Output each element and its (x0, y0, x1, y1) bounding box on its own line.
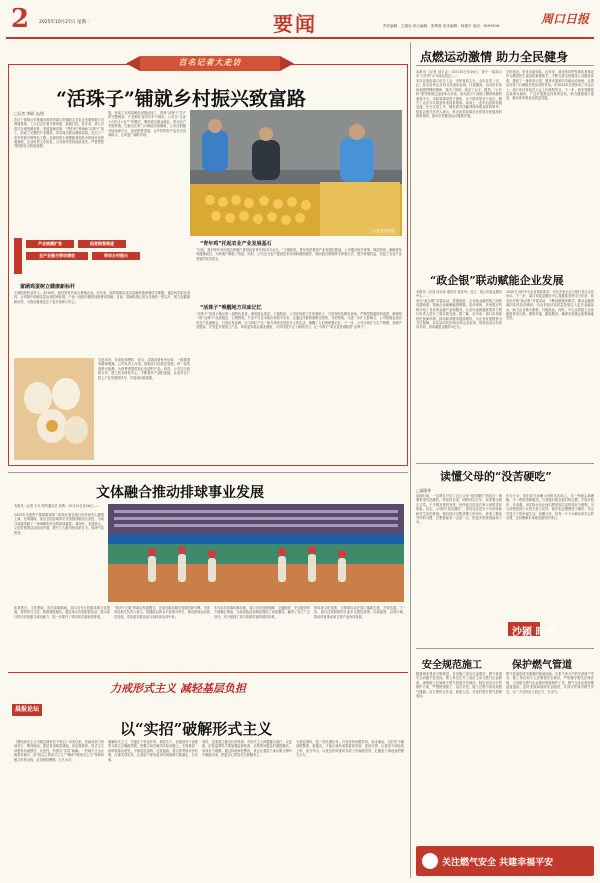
editor-credits: 责任编辑：王瑞岩 执行编辑：张利莉 美术编辑：杨德宇 电话：6199516 (383, 24, 500, 28)
topic-tag-1: 产业规模扩张 (26, 240, 74, 248)
topic-tag-3: 全产业链与带动增收 (26, 252, 88, 260)
safety-col2: 燃气管道是城市重要的基础设施，关系千家万户的生命财产安全。施工单位和个人应增强安全意识，严格遵守相关法律法规，主动配合燃气企业做好管道保护工作。燃气企业也将加强巡查巡检，及时发现和消除安全隐患，共同守护城市燃气安全，让广大市民用上放心气、安全气。 (506, 672, 594, 694)
egg-sorting-photo (190, 110, 402, 236)
column-label-badge (508, 622, 592, 636)
topic-tag-2: 拓宽销售渠道 (78, 240, 126, 248)
bottom-title: 以“实招”破解形式主义 (120, 720, 273, 738)
safety-col1: 随着城市建设不断推进，各类施工项目日益增多，燃气管道安全问题不容忽视。施工单位在开工前应主动与燃气企业联系，查明施工区域地下燃气管道分布情况，制定切实可行的保护方案，严禁野蛮施工、盲目开挖。施工过程中如发现燃气泄漏，应立即停止作业，疏散人员，并及时拨打燃气抢修电话。 (416, 672, 502, 699)
bottom-banner: 力戒形式主义 减轻基层负担 (110, 682, 246, 695)
preserved-egg-photo (14, 358, 94, 460)
series-banner-text: 百名记者大走访 (178, 58, 242, 67)
right-top-col1: 本次比赛由周口市总工会、市体育局主办，全市各县（市、区）及市直单位共15支代表队参赛。比赛期间，运动员们发扬顽强拼搏的精神，赛出了风格、赛出了水平。据悉，“公仆杯”系列赛事已连续举办多届，成为展示干部职工精神风貌的重要平台。本届赛事设男子团体、女子团体等多个项目，吸引了众多乒乓球爱好者前来观赛。赛场上，选手们攻防转换迅速，比分交替上升，精彩的对决赢得现场观众阵阵掌声。组委会相关负责人表示，举办此类赛事旨在营造全民健身的浓厚氛围，推动全民健身运动蓬勃开展。 (416, 79, 502, 119)
volleyball-title: 文体融合推动排球事业发展 (96, 485, 264, 501)
right-top-rule (416, 65, 594, 66)
bottom-label-text: 晨报论坛 (14, 706, 39, 713)
subhead-selenium-eggs: 富硒鸡蛋树立健康新标杆 (20, 284, 76, 290)
masthead-logo: 周口日报 (541, 12, 590, 26)
volleyball-col2: 体育搭台、文化唱戏。此次赛事期间，周口市充分挖掘本地文化资源，将体育与文化、旅游深度融合，通过举办各类配套活动，展示周口的历史底蕴与城市魅力，进一步提升了城市知名度和美誉度。 (14, 606, 110, 619)
column-label-text: 沙颍 时评 (512, 627, 556, 638)
volleyball-col5: 的体育文化氛围，让排球运动在周口落地生根、开花结果。下一步，周口还将积极申办更多全国性赛事，以赛促建、以赛兴城，推动体育事业和文旅产业协同发展。 (314, 606, 406, 619)
young-chicken-text: “目前，我们每年可向周边养殖户提供优质青年鸡10万余只。”王朝阳说，青年鸡是蛋鸡产业发展的基础，公司通过科学育雏、规范防疫，确保青年鸡健康成长，为养殖户降低了风险。同时，公司还为农户提供技术培训和跟踪服务，帮助他们掌握科学养殖方法，提升养殖效益，托起了农业产业发展的坚实基石。 (196, 248, 402, 261)
header-rule (6, 37, 594, 39)
volleyball-col3: “体育+文旅”的融合发展模式，正成为推动城市发展的新引擎。市体育局相关负责人表示，将继续以高水平赛事为牵引，推动排球运动普及发展，带动更多群众参与到体育运动中来。 (114, 606, 210, 619)
page-date: 2025年10月27日 星期一 (39, 20, 91, 25)
right-low-title: 读懂父母的“没苦硬吃” (440, 470, 552, 483)
right-low-col2: 作为子女，我们应当读懂父母的良苦用心，多一些耐心和理解，少一些指责和抱怨。与其强行改变他们的习惯，不如多陪伴、多沟通，用实际行动让他们感受到生活的美好与便利。当父母感受到子女的关爱与支持，他们也会慢慢放下顾虑，学会享受当下的幸福生活。读懂父母，是每一个子女都应该学会的功课，这份理解本身就是最好的孝心。 (506, 494, 594, 521)
top-story-col2: 展，形成了从鸡苗孵化到蛋品加工、再到“活珠子”生产的完整链条，产品销往省内外多个城市。公司以“企业+合作社+农户”的模式，吸纳周边群众就业，带动农户发展养殖，让群众在家门口就能实现增收。公司还积极对接电商平台，拓宽销售渠道，让乡村的好产品走出田间地头，走向更广阔的市场。 (108, 111, 186, 138)
safety-rule (416, 648, 594, 649)
selenium-eggs-text: 王朝阳是转业军人，2016年，他回到家乡创办养殖企业。近年来，他带领团队攻克富硒鸡蛋养殖技术难题，通过科学配比饲料，让鸡蛋中的硒含量达到国家标准，产品一经推出便受到消费者青睐。目前，富硒鸡蛋已成为当地的一张名片，树立起健康新标杆，为群众餐桌送去了更多营养与安心。 (14, 291, 190, 304)
gas-safety-ad (416, 846, 594, 876)
gas-safety-ad-slogan: 关注燃气安全 共建幸福平安 (442, 858, 554, 868)
safety-title-1: 安全规范施工 (422, 660, 482, 671)
photo-caption: 工人在分拣鸡蛋。 (369, 229, 398, 233)
page-number: 2 (11, 4, 30, 34)
topic-tag-4: 带动乡村振兴 (92, 252, 140, 260)
series-banner (120, 52, 300, 74)
vertical-divider (410, 42, 411, 878)
right-low-byline: □邱勋华 (416, 488, 431, 493)
top-story-title: “活珠子”铺就乡村振兴致富路 (56, 88, 306, 110)
right-mid-col1: 举办“政企银”对接活动，搭建政府、企业和金融机构之间的沟通桥梁，帮助企业破解融资难题。活动现场，多家银行机构介绍了各自的金融产品和服务，企业代表就融资需求与银行负责人进行了面对面交流。据了解，近年来，周口市持续优化营商环境，推动政务服务提质增效，为企业发展提供全方位保障。本次活动共有30余家企业参加，现场达成合作意向多项，意向融资金额约1亿元。 (416, 299, 502, 330)
top-story-col1: 在位于淮阳区朱集镇闫堆村的周口市朝阳生态农业发展有限公司养殖基地，工人们正忙着分拣鸡蛋、装箱打包。近年来，该公司依托当地资源优势，发展富硒鸡蛋、“青年鸡”养殖和“活珠子”加工，形成了完整的产业链条，带动周边群众增收致富，走出了一条乡村振兴的特色之路。从最初的小规模散养到如今的现代化养殖基地，企业负责人介绍说，公司始终坚持品质优先，严格把控饲料配比与防疫流程。 (14, 118, 104, 149)
byline: □记者 李硕 文/图 (14, 111, 45, 116)
bottom-rule (8, 672, 408, 673)
volleyball-rule (8, 472, 408, 473)
selenium-eggs-text-2: 走进鸡舍，自动化的喂料、饮水、清粪设备有序运转，一排排蛋鸡精神饱满。公司负责人介绍，基地实行标准化管理，每一枚鸡蛋都可追溯，为消费者提供放心优质的产品。同时，公司还与高校合作，建立技术研发中心，不断提升产品附加值，让更多农户搭上产业发展的快车，共同奔向致富路。 (98, 358, 190, 380)
section-title: 要闻 (273, 12, 317, 36)
huozhuzi-text: “活珠子”是周口地区的一道特色美食，深受群众喜爱。王朝阳说，公司在传统工艺的基础上，引进现代化孵化设备，严格控制温度和湿度，确保每一枚“活珠子”品质稳定、口感鲜美。产品不仅在本地市场供不应求，还通过冷链物流销往郑州、开封等地。为进一步扩大影响力，公司积极参加各类农产品展销会，打造自有品牌，让“活珠子”这一地方风味走进更多人的生活，唤醒了人们的味蕾记忆。下一步，公司计划扩大生产规模，延伸产业链条，开发更多深加工产品，带动更多群众就业增收，为乡村振兴注入新的活力，让“小珠子”成为富民增收的“金珠子”。 (196, 312, 402, 330)
volleyball-photo (108, 504, 404, 602)
bottom-col1: 《整治形式主义为基层减负若干规定》印发以来，各地各部门持续发力、靶向施治，基层负担明显减轻。但也要看到，形式主义问题具有顽固性、反复性，仍需以“实招”破解。一些地方文山会海虽有减少，但“指尖上的形式主义”“调研中的形式主义”等新问题又时有出现，必须保持警惕、久久为功。 (14, 740, 104, 762)
bottom-col3: 同时，还要建立健全长效机制，对形式主义问题露头就打、反复抓。纪检监察机关要加强监督检查，对典型问题及时通报曝光，形成有力震慑。通过持续深化整治，真正让基层干部从繁文缛节中解脱出来，把更多心思放在为民服务上。 (202, 740, 292, 758)
top-story-photo (190, 110, 402, 236)
volleyball-col4: 作为本次赛事的承办地，周口市在场馆保障、交通组织、安全服务等方面精心筹备，为参赛队伍和观众提供了优质服务，赢得了各方广泛好评，充分展现了周口热情好客的城市形象。 (214, 606, 310, 619)
subhead-huozhuzi: “活珠子”唤醒地方风味记忆 (200, 305, 262, 311)
volleyball-col1: 2025年全国男子排球联赛第二阶段比赛在周口市体育中心激情上演。比赛期间，来自全国各地的多支男排劲旅同台竞技，为周口球迷奉献了一场场精彩纷呈的排球盛宴。赛场外，非遗展示、文创市集等活动同步开展，吸引了大批市民前来打卡，现场气氛热烈。 (14, 513, 104, 535)
right-top-title: 点燃运动激情 助力全民健身 (420, 50, 569, 64)
topic-tags (14, 238, 190, 276)
topic-tags-label (14, 238, 22, 274)
right-mid-col2: 1000万元的中小企业贷款需求，另有多家企业与银行签订合作协议。下一步，周口市政金服务中心将继续发挥平台作用，常态化开展“政企银”对接活动，不断创新服务模式，推动金融资源向实体经济倾斜，为全市经济高质量发展注入更多金融活水，助力企业做大做强、行稳致远。同时，中心还将建立企业融资需求台账，精准对接、跟踪服务，确保各项惠企政策落地见效。 (506, 290, 594, 321)
right-mid-title: “政企银”联动赋能企业发展 (430, 274, 564, 287)
right-low-col1: 前段时间，一位网友分享了自己父母“没苦硬吃”的经历：明明家里有洗碗机，却坚持手洗；明明可以打车，却非要走路去买菜。不少网友感同身受，纷纷留言讲述自家父母的类似故事。其实，父母的“没苦硬吃”，背后往往是对子女的体贴和对生活的珍惜。他们经历过物质匮乏的年代，养成了勤俭节约的习惯，总想着能省一点是一点，把更多的资源留给子女。 (416, 494, 502, 525)
bottom-col2: 破解形式主义，关键在于转变作风、真抓实干。各级领导干部要带头树立正确政绩观，把精力用在解决实际问题上，多到基层一线听取群众意见，少搞层层加码、过度留痕。要完善考核评价机制，注重实绩实效，让基层干部有更多时间和精力抓落实、办实事。 (108, 740, 198, 762)
bottom-label (12, 704, 42, 716)
right-top-col2: 手的喜爱，带来全新体验。近年来，我市坚持把发展体育事业作为增进民生福祉的重要抓手，不断完善全民健身公共服务体系，建成了一批体育公园、健身步道和多功能运动场地，让群众在家门口就能享受运动的快乐。在2024年全国体育工作会议上，周口市体育局在大会上作典型发言。下一步，我市将继续以赛事为载体，广泛开展群众性体育活动，助力健康周口建设，推动体育事业高质量发展。 (506, 70, 594, 101)
page-header (5, 4, 595, 36)
gas-flame-icon (422, 853, 438, 869)
bottom-col4: 为基层减负，是一项长期任务。只有坚持问题导向、标本兼治，以钉钉子精神抓整改、促落实，才能让减负成果更加巩固、更加可感，让基层干部轻装上阵、担当作为，以优良作风推动各项工作落地见效，汇聚起干事创业的强大合力。 (296, 740, 404, 758)
volleyball-lead: 本报讯（记者 王永 特约通讯员 刘勇）10月24日至26日…… (14, 504, 100, 508)
subhead-young-chicken: “青年鸡”托起农业产业发展基石 (200, 241, 272, 247)
safety-title-2: 保护燃气管道 (512, 660, 572, 671)
right-top-lead: 本报讯（记者 刘丰会）10月25日至26日，第十一届周口市“公仆杯”乒乓球比赛在…… (416, 70, 502, 78)
right-mid-lead: 本报讯（记者 何本寿 通讯员 蒋亚华）近日，周口市政金服务中心…… (416, 290, 502, 298)
right-low-rule (416, 463, 594, 464)
